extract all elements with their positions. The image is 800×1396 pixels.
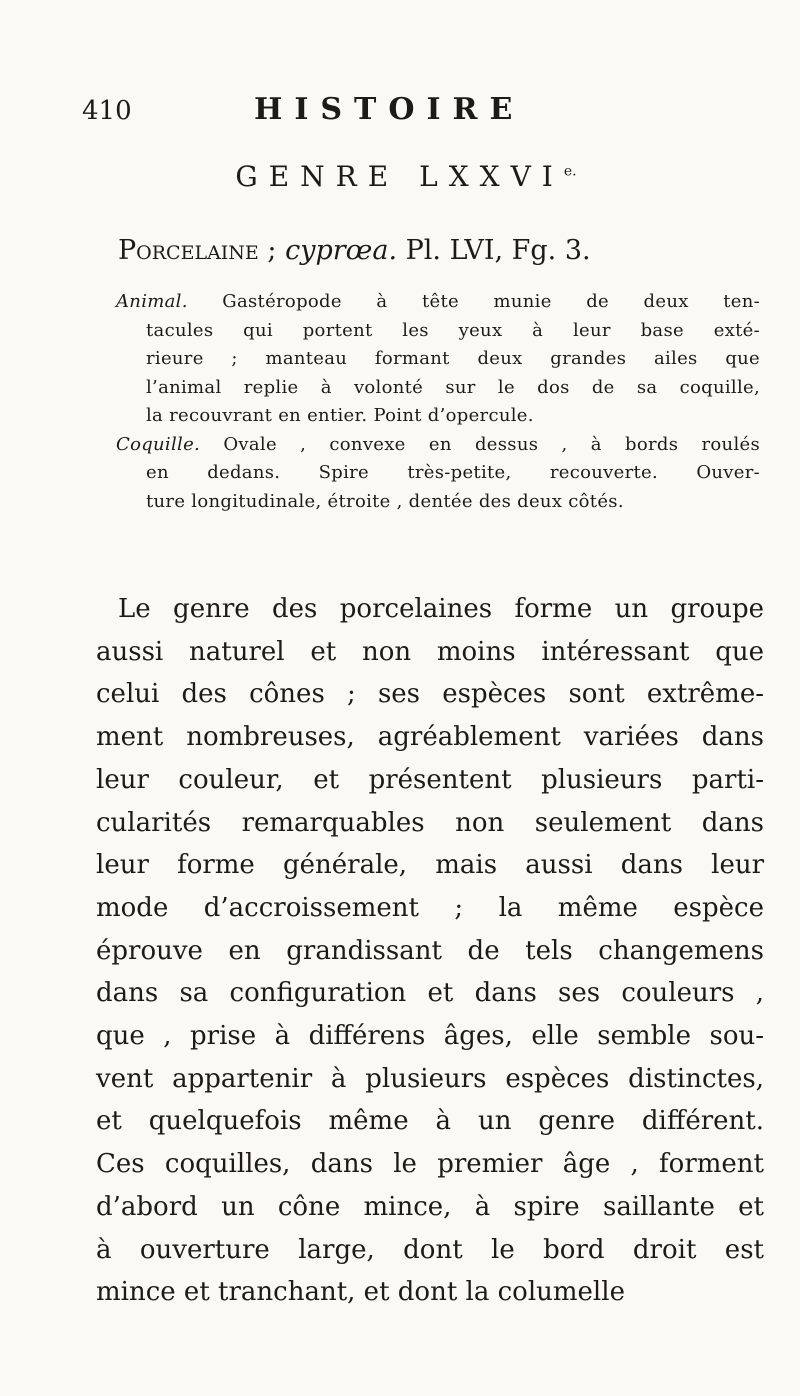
running-head <box>82 92 722 132</box>
description-line: ture longitudinale, étroite , dentée des deux côtés. <box>146 490 624 512</box>
genre-heading <box>0 160 800 193</box>
animal-label: Animal. <box>116 291 188 312</box>
genre-suffix: e. <box>563 163 577 180</box>
genus-latin-name: cyprœa. <box>285 235 398 266</box>
description-line: en dedans. Spire très-petite, recouverte. Ouver- <box>146 462 760 483</box>
description-line: la recouvrant en entier. Point d’opercule. <box>146 405 534 426</box>
description-line: Coquille. Ovale , convexe en dessus , à bords roulés <box>116 433 760 455</box>
description-line: l’animal replie à volonté sur le dos de sa coquille, <box>146 376 760 398</box>
body-line: et quelquefois même à un genre différent. <box>96 1106 764 1137</box>
body-line: que , prise à différens âges, elle semble sou- <box>96 1021 764 1052</box>
plate-reference: Pl. LVI, Fg. 3. <box>405 235 591 266</box>
body-line: mince et tranchant, et dont la columelle <box>96 1277 625 1308</box>
body-line: vent appartenir à plusieurs espèces distinctes, <box>96 1063 764 1094</box>
genus-title-line <box>118 235 591 266</box>
body-line: leur couleur, et présentent plusieurs parti- <box>96 764 764 795</box>
body-line: leur forme générale, mais aussi dans leur <box>96 850 764 881</box>
genus-description <box>116 288 760 516</box>
body-line: celui des cônes ; ses espèces sont extrême- <box>96 679 764 710</box>
body-line: cularités remarquables non seulement dans <box>96 807 764 838</box>
coquille-label: Coquille. <box>116 433 201 455</box>
description-line: Animal. Gastéropode à tête munie de deux ten- <box>116 291 760 312</box>
body-line: d’abord un cône mince, à spire saillante et <box>96 1191 764 1222</box>
running-title: HISTOIRE <box>254 92 525 127</box>
genre-label: GENRE LXXVI <box>235 160 564 193</box>
body-line: Le genre des porcelaines forme un groupe <box>118 594 764 624</box>
description-line: tacules qui portent les yeux à leur base exté- <box>146 319 760 341</box>
body-paragraph <box>96 588 764 1314</box>
body-line: ment nombreuses, agréablement variées dans <box>96 722 764 753</box>
body-line: aussi naturel et non moins intéressant que <box>96 636 764 667</box>
body-line: dans sa configuration et dans ses couleurs , <box>96 978 764 1009</box>
body-line: à ouverture large, dont le bord droit est <box>96 1234 764 1265</box>
body-line: mode d’accroissement ; la même espèce <box>96 892 764 923</box>
genus-name: Porcelaine ; <box>118 235 277 266</box>
page-number: 410 <box>82 96 132 126</box>
body-line: Ces coquilles, dans le premier âge , forment <box>96 1149 764 1180</box>
body-line: éprouve en grandissant de tels changemens <box>96 935 764 966</box>
description-line: rieure ; manteau formant deux grandes ailes que <box>146 348 760 369</box>
